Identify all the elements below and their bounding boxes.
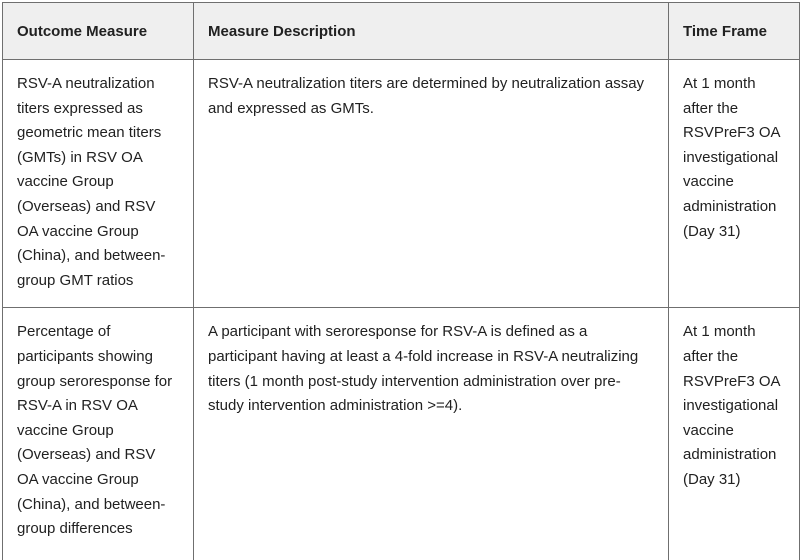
outcome-measure-text: RSV-A neutralization titers expressed as geometric mean titers (GMTs) in RSV OA vaccine Group (Overseas) and RSV OA vaccine Group (China), and between-group GMT ratios <box>17 75 166 289</box>
time-frame-text: At 1 month after the RSVPreF3 OA investigational vaccine administration (Day 31) <box>683 323 780 488</box>
outcome-measure-text: Percentage of participants showing group seroresponse for RSV-A in RSV OA vaccine Group (Overseas) and RSV OA vaccine Group (China), and between-group differences <box>17 323 173 538</box>
time-frame-cell <box>669 60 800 308</box>
measure-description-cell <box>194 308 669 560</box>
measure-description-cell <box>194 60 669 308</box>
outcome-measures-table <box>2 2 800 560</box>
outcome-measure-cell <box>3 60 194 308</box>
time-frame-cell <box>669 308 800 560</box>
table-header-row <box>3 3 800 60</box>
header-time-frame: Time Frame <box>669 3 800 60</box>
table-row <box>3 60 800 308</box>
outcome-measure-cell <box>3 308 194 560</box>
measure-description-text: RSV-A neutralization titers are determined by neutralization assay and expressed as GMTs. <box>208 75 645 117</box>
header-outcome-measure: Outcome Measure <box>3 3 194 60</box>
measure-description-text: A participant with seroresponse for RSV-A is defined as a participant having at least a 4-fold increase in RSV-A neutralizing titers (1 month post-study intervention administration over pre-study intervention administration >=4). <box>208 323 639 415</box>
table-row <box>3 308 800 560</box>
header-measure-description: Measure Description <box>194 3 669 60</box>
time-frame-text: At 1 month after the RSVPreF3 OA investigational vaccine administration (Day 31) <box>683 75 780 240</box>
